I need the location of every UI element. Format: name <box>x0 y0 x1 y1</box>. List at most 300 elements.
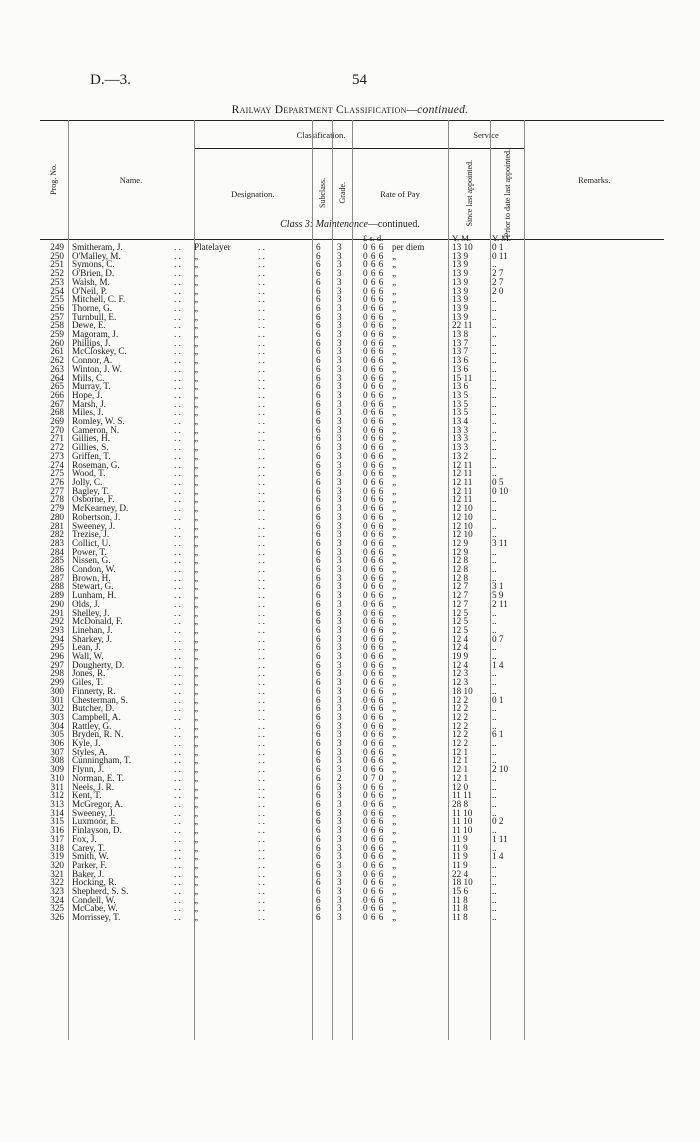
leader-dots: . . <box>258 485 265 496</box>
cell-subclass: 6 <box>316 868 321 879</box>
cell-service-since: 11 9 <box>452 851 468 862</box>
cell-service-prior: .. <box>492 894 497 905</box>
cell-rate-period: „ <box>392 633 397 644</box>
title-main: Railway Department Classification <box>231 104 407 116</box>
cell-subclass: 6 <box>316 329 321 340</box>
cell-service-since: 12 1 <box>452 772 469 783</box>
leader-dots: . . <box>258 685 265 696</box>
cell-service-since: 11 8 <box>452 912 468 923</box>
cell-rate-period: „ <box>392 268 397 279</box>
leader-dots: . . <box>174 703 181 714</box>
cell-rate-period: „ <box>392 711 397 722</box>
leader-dots: . . <box>174 581 181 592</box>
cell-service-prior: .. <box>492 416 497 427</box>
cell-prog-no: 257 <box>50 311 64 322</box>
cell-service-prior: .. <box>492 703 497 714</box>
leader-dots: . . <box>174 242 181 252</box>
cell-rate: 0 6 6 <box>363 546 384 557</box>
cell-subclass: 6 <box>316 268 321 279</box>
leader-dots: . . <box>258 398 265 409</box>
leader-dots: . . <box>258 633 265 644</box>
page-number: 54 <box>352 72 367 88</box>
cell-rate: 0 6 6 <box>363 389 384 400</box>
leader-dots: . . <box>174 590 181 601</box>
table-body <box>0 243 700 922</box>
cell-prog-no: 278 <box>50 494 64 505</box>
cell-designation: „ <box>194 250 199 261</box>
table-row <box>0 643 700 652</box>
cell-rate: 0 6 6 <box>363 668 384 679</box>
leader-dots: . . <box>258 320 265 331</box>
cell-service-prior: .. <box>492 772 497 783</box>
cell-designation: „ <box>194 537 199 548</box>
cell-name: Sharkey, J. <box>72 633 112 644</box>
cell-subclass: 6 <box>316 416 321 427</box>
cell-designation: „ <box>194 877 199 888</box>
cell-prog-no: 289 <box>50 590 64 601</box>
cell-rate-period: „ <box>392 250 397 261</box>
cell-service-since: 11 10 <box>452 807 473 818</box>
cell-service-since: 13 5 <box>452 398 469 409</box>
cell-subclass: 6 <box>316 772 321 783</box>
cell-service-prior: 3 11 <box>492 537 508 548</box>
cell-rate-period: „ <box>392 790 397 801</box>
leader-dots: . . <box>174 537 181 548</box>
cell-rate-period: „ <box>392 738 397 749</box>
cell-rate-period: „ <box>392 607 397 618</box>
leader-dots: . . <box>258 694 265 705</box>
cell-subclass: 6 <box>316 781 321 792</box>
cell-prog-no: 323 <box>50 886 64 897</box>
leader-dots: . . <box>174 851 181 862</box>
since-units: Y. M. <box>452 233 471 243</box>
leader-dots: . . <box>174 407 181 418</box>
cell-service-prior: 6 1 <box>492 729 504 740</box>
cell-rate-period: per diem <box>392 242 425 252</box>
leader-dots: . . <box>258 520 265 531</box>
header-prior: Prior to date last appointed. <box>490 149 524 240</box>
cell-rate-period: „ <box>392 424 397 435</box>
cell-subclass: 6 <box>316 903 321 914</box>
cell-designation: „ <box>194 485 199 496</box>
cell-prog-no: 265 <box>50 381 64 392</box>
cell-prog-no: 260 <box>50 337 64 348</box>
cell-rate: 0 6 6 <box>363 398 384 409</box>
cell-service-prior: 0 1 <box>492 694 504 705</box>
cell-grade: 3 <box>337 790 342 801</box>
cell-prog-no: 310 <box>50 772 64 783</box>
cell-designation: „ <box>194 624 199 635</box>
table-row <box>0 461 700 470</box>
cell-service-since: 13 5 <box>452 389 469 400</box>
cell-rate: 0 6 6 <box>363 703 384 714</box>
cell-service-prior: 1 11 <box>492 833 508 844</box>
leader-dots: . . <box>258 729 265 740</box>
cell-rate-period: „ <box>392 363 397 374</box>
cell-service-prior: .. <box>492 642 497 653</box>
leader-dots: . . <box>174 329 181 340</box>
cell-prog-no: 255 <box>50 294 64 305</box>
leader-dots: . . <box>174 355 181 366</box>
cell-service-since: 19 9 <box>452 651 469 662</box>
cell-service-prior: .. <box>492 624 497 635</box>
cell-service-since: 13 9 <box>452 250 469 261</box>
cell-grade: 3 <box>337 624 342 635</box>
cell-rate: 0 6 6 <box>363 416 384 427</box>
cell-service-since: 12 8 <box>452 564 469 575</box>
cell-name: Neels, J. R. <box>72 781 115 792</box>
leader-dots: . . <box>174 529 181 540</box>
cell-service-since: 13 9 <box>452 285 469 296</box>
cell-service-prior: .. <box>492 363 497 374</box>
cell-prog-no: 307 <box>50 746 64 757</box>
cell-service-since: 12 8 <box>452 572 469 583</box>
leader-dots: . . <box>258 746 265 757</box>
cell-prog-no: 326 <box>50 912 64 923</box>
cell-subclass: 6 <box>316 250 321 261</box>
cell-service-prior: .. <box>492 564 497 575</box>
cell-grade: 3 <box>337 372 342 383</box>
cell-name: Jolly, C. <box>72 476 103 487</box>
leader-dots: . . <box>258 825 265 836</box>
leader-dots: . . <box>258 337 265 348</box>
cell-grade: 3 <box>337 320 342 331</box>
cell-rate-period: „ <box>392 659 397 670</box>
leader-dots: . . <box>258 407 265 418</box>
cell-grade: 3 <box>337 572 342 583</box>
cell-rate: 0 6 6 <box>363 346 384 357</box>
cell-subclass: 6 <box>316 346 321 357</box>
leader-dots: . . <box>174 302 181 313</box>
cell-name: Symons, C. <box>72 259 115 270</box>
cell-grade: 3 <box>337 268 342 279</box>
cell-grade: 3 <box>337 381 342 392</box>
cell-name: Winton, J. W. <box>72 363 122 374</box>
cell-name: Osborne, F. <box>72 494 115 505</box>
cell-grade: 3 <box>337 433 342 444</box>
leader-dots: . . <box>258 503 265 514</box>
cell-rate: 0 6 6 <box>363 259 384 270</box>
cell-service-since: 13 6 <box>452 363 469 374</box>
cell-designation: „ <box>194 729 199 740</box>
cell-service-prior: .. <box>492 903 497 914</box>
cell-service-prior: .. <box>492 746 497 757</box>
leader-dots: . . <box>174 424 181 435</box>
leader-dots: . . <box>258 250 265 261</box>
cell-service-since: 12 4 <box>452 642 469 653</box>
cell-rate-period: „ <box>392 329 397 340</box>
leader-dots: . . <box>258 590 265 601</box>
leader-dots: . . <box>258 294 265 305</box>
cell-grade: 3 <box>337 842 342 853</box>
cell-rate: 0 6 6 <box>363 433 384 444</box>
cell-rate-period: „ <box>392 886 397 897</box>
cell-name: Bagley, T. <box>72 485 110 496</box>
cell-designation: „ <box>194 668 199 679</box>
cell-grade: 3 <box>337 833 342 844</box>
cell-designation: „ <box>194 285 199 296</box>
cell-grade: 3 <box>337 764 342 775</box>
cell-subclass: 6 <box>316 511 321 522</box>
cell-designation: „ <box>194 694 199 705</box>
cell-service-since: 13 9 <box>452 259 469 270</box>
leader-dots: . . <box>258 276 265 287</box>
cell-prog-no: 275 <box>50 468 64 479</box>
leader-dots: . . <box>258 677 265 688</box>
cell-prog-no: 317 <box>50 833 64 844</box>
cell-service-prior: .. <box>492 825 497 836</box>
cell-rate-period: „ <box>392 476 397 487</box>
cell-grade: 3 <box>337 442 342 453</box>
cell-rate: 0 6 6 <box>363 607 384 618</box>
cell-grade: 3 <box>337 346 342 357</box>
cell-designation: „ <box>194 677 199 688</box>
maintenance-label: Maintenance <box>315 219 368 230</box>
header-prog-no: Prog. No. <box>40 121 68 240</box>
cell-designation: „ <box>194 407 199 418</box>
cell-name: Thorne, G. <box>72 302 113 313</box>
cell-service-prior: .. <box>492 886 497 897</box>
cell-prog-no: 272 <box>50 442 64 453</box>
cell-service-since: 11 9 <box>452 833 468 844</box>
cell-designation: „ <box>194 468 199 479</box>
cell-prog-no: 291 <box>50 607 64 618</box>
leader-dots: . . <box>174 781 181 792</box>
cell-grade: 3 <box>337 259 342 270</box>
cell-rate: 0 6 6 <box>363 590 384 601</box>
cell-rate-period: „ <box>392 537 397 548</box>
cell-rate: 0 6 6 <box>363 877 384 888</box>
leader-dots: . . <box>174 285 181 296</box>
cell-grade: 3 <box>337 868 342 879</box>
cell-rate: 0 6 6 <box>363 746 384 757</box>
cell-rate: 0 6 6 <box>363 337 384 348</box>
cell-subclass: 6 <box>316 555 321 566</box>
cell-designation: „ <box>194 590 199 601</box>
cell-prog-no: 251 <box>50 259 64 270</box>
cell-service-since: 12 11 <box>452 459 473 470</box>
cell-name: Wall, W. <box>72 651 104 662</box>
cell-name: O'Malley, M. <box>72 250 121 261</box>
leader-dots: . . <box>174 363 181 374</box>
cell-subclass: 6 <box>316 894 321 905</box>
cell-service-prior: 2 7 <box>492 268 504 279</box>
cell-rate-period: „ <box>392 459 397 470</box>
cell-prog-no: 252 <box>50 268 64 279</box>
cell-subclass: 6 <box>316 703 321 714</box>
cell-service-prior: .. <box>492 424 497 435</box>
cell-rate-period: „ <box>392 833 397 844</box>
leader-dots: . . <box>258 389 265 400</box>
leader-dots: . . <box>174 259 181 270</box>
cell-designation: „ <box>194 703 199 714</box>
cell-service-since: 12 2 <box>452 738 469 749</box>
cell-name: Dougherty, D. <box>72 659 125 670</box>
cell-prog-no: 270 <box>50 424 64 435</box>
cell-prog-no: 285 <box>50 555 64 566</box>
cell-designation: „ <box>194 416 199 427</box>
cell-rate-period: „ <box>392 720 397 731</box>
cell-name: Nissen, G. <box>72 555 111 566</box>
cell-rate-period: „ <box>392 651 397 662</box>
table-row <box>0 400 700 409</box>
cell-name: Condon, W. <box>72 564 116 575</box>
cell-name: Gillies, S. <box>72 442 109 453</box>
cell-grade: 3 <box>337 590 342 601</box>
cell-service-since: 13 7 <box>452 337 469 348</box>
cell-prog-no: 266 <box>50 389 64 400</box>
cell-service-prior: 0 5 <box>492 476 504 487</box>
cell-designation: „ <box>194 311 199 322</box>
leader-dots: . . <box>174 450 181 461</box>
cell-rate-period: „ <box>392 485 397 496</box>
cell-service-prior: .. <box>492 807 497 818</box>
cell-name: O'Neil, P. <box>72 285 108 296</box>
cell-service-since: 12 8 <box>452 555 469 566</box>
cell-rate: 0 6 6 <box>363 529 384 540</box>
cell-rate-period: „ <box>392 389 397 400</box>
leader-dots: . . <box>174 572 181 583</box>
leader-dots: . . <box>174 511 181 522</box>
cell-prog-no: 280 <box>50 511 64 522</box>
cell-subclass: 6 <box>316 912 321 923</box>
cell-rate: 0 6 6 <box>363 799 384 809</box>
leader-dots: . . <box>174 381 181 392</box>
leader-dots: . . <box>174 607 181 618</box>
cell-service-since: 13 5 <box>452 407 469 418</box>
cell-service-since: 13 9 <box>452 302 469 313</box>
leader-dots: . . <box>174 616 181 627</box>
leader-dots: . . <box>258 738 265 749</box>
cell-grade: 3 <box>337 616 342 627</box>
cell-service-since: 11 9 <box>452 842 468 853</box>
cell-service-prior: .. <box>492 572 497 583</box>
cell-subclass: 6 <box>316 590 321 601</box>
cell-rate-period: „ <box>392 668 397 679</box>
cell-prog-no: 312 <box>50 790 64 801</box>
cell-prog-no: 292 <box>50 616 64 627</box>
cell-designation: „ <box>194 329 199 340</box>
cell-designation: „ <box>194 389 199 400</box>
cell-service-prior: 0 2 <box>492 816 504 827</box>
cell-designation: „ <box>194 886 199 897</box>
cell-service-since: 13 9 <box>452 311 469 322</box>
cell-grade: 3 <box>337 642 342 653</box>
cell-designation: „ <box>194 825 199 836</box>
cell-service-since: 13 4 <box>452 416 469 427</box>
cell-service-prior: .. <box>492 389 497 400</box>
document-code: D.—3. <box>90 72 131 88</box>
cell-grade: 3 <box>337 494 342 505</box>
cell-prog-no: 253 <box>50 276 64 287</box>
cell-prog-no: 281 <box>50 520 64 531</box>
cell-rate: 0 6 6 <box>363 302 384 313</box>
cell-rate: 0 6 6 <box>363 564 384 575</box>
cell-rate-period: „ <box>392 694 397 705</box>
cell-rate-period: „ <box>392 433 397 444</box>
cell-service-since: 12 0 <box>452 781 469 792</box>
cell-rate-period: „ <box>392 450 397 461</box>
cell-service-since: 12 10 <box>452 529 473 540</box>
cell-prog-no: 256 <box>50 302 64 313</box>
cell-service-since: 12 2 <box>452 694 469 705</box>
leader-dots: . . <box>258 468 265 479</box>
cell-subclass: 6 <box>316 694 321 705</box>
cell-rate-period: „ <box>392 616 397 627</box>
cell-prog-no: 314 <box>50 807 64 818</box>
cell-name: Sweeney, J. <box>72 520 116 531</box>
cell-grade: 3 <box>337 816 342 827</box>
cell-prog-no: 316 <box>50 825 64 836</box>
table-row <box>0 382 700 391</box>
cell-subclass: 6 <box>316 407 321 418</box>
cell-rate: 0 6 6 <box>363 581 384 592</box>
cell-service-prior: .. <box>492 442 497 453</box>
cell-service-prior: .. <box>492 859 497 870</box>
cell-rate: 0 6 6 <box>363 633 384 644</box>
cell-rate: 0 6 6 <box>363 624 384 635</box>
cell-service-since: 15 11 <box>452 372 473 383</box>
cell-rate: 0 6 6 <box>363 851 384 862</box>
cell-service-prior: 2 7 <box>492 276 504 287</box>
cell-grade: 2 <box>337 772 342 783</box>
cell-designation: „ <box>194 494 199 505</box>
cell-name: McKearney, D. <box>72 503 129 514</box>
cell-grade: 3 <box>337 355 342 366</box>
cell-subclass: 6 <box>316 459 321 470</box>
cell-service-prior: .. <box>492 755 497 766</box>
cell-name: Romley, W. S. <box>72 416 125 427</box>
leader-dots: . . <box>174 311 181 322</box>
cell-grade: 3 <box>337 511 342 522</box>
cell-prog-no: 299 <box>50 677 64 688</box>
cell-designation: „ <box>194 720 199 731</box>
cell-service-prior: .. <box>492 912 497 923</box>
cell-rate: 0 6 6 <box>363 329 384 340</box>
cell-rate-period: „ <box>392 511 397 522</box>
cell-designation: „ <box>194 268 199 279</box>
cell-designation: „ <box>194 868 199 879</box>
cell-name: Hocking, R. <box>72 877 117 888</box>
cell-subclass: 6 <box>316 302 321 313</box>
cell-designation: „ <box>194 442 199 453</box>
leader-dots: . . <box>174 294 181 305</box>
cell-designation: „ <box>194 294 199 305</box>
cell-subclass: 6 <box>316 711 321 722</box>
cell-subclass: 6 <box>316 833 321 844</box>
cell-rate-period: „ <box>392 677 397 688</box>
cell-grade: 3 <box>337 468 342 479</box>
cell-service-prior: .. <box>492 511 497 522</box>
cell-subclass: 6 <box>316 816 321 827</box>
cell-name: McGregor, A. <box>72 799 123 809</box>
leader-dots: . . <box>258 851 265 862</box>
cell-prog-no: 309 <box>50 764 64 775</box>
prior-units: Y. M. <box>492 233 511 243</box>
rate-units: £ s. d. <box>363 233 384 243</box>
cell-grade: 3 <box>337 407 342 418</box>
cell-service-since: 11 11 <box>452 790 472 801</box>
leader-dots: . . <box>258 868 265 879</box>
cell-designation: „ <box>194 355 199 366</box>
cell-subclass: 6 <box>316 424 321 435</box>
cell-grade: 3 <box>337 668 342 679</box>
cell-service-prior: .. <box>492 607 497 618</box>
cell-rate: 0 6 6 <box>363 886 384 897</box>
cell-designation: „ <box>194 503 199 514</box>
cell-rate: 0 6 6 <box>363 572 384 583</box>
cell-service-prior: 0 1 <box>492 242 504 252</box>
